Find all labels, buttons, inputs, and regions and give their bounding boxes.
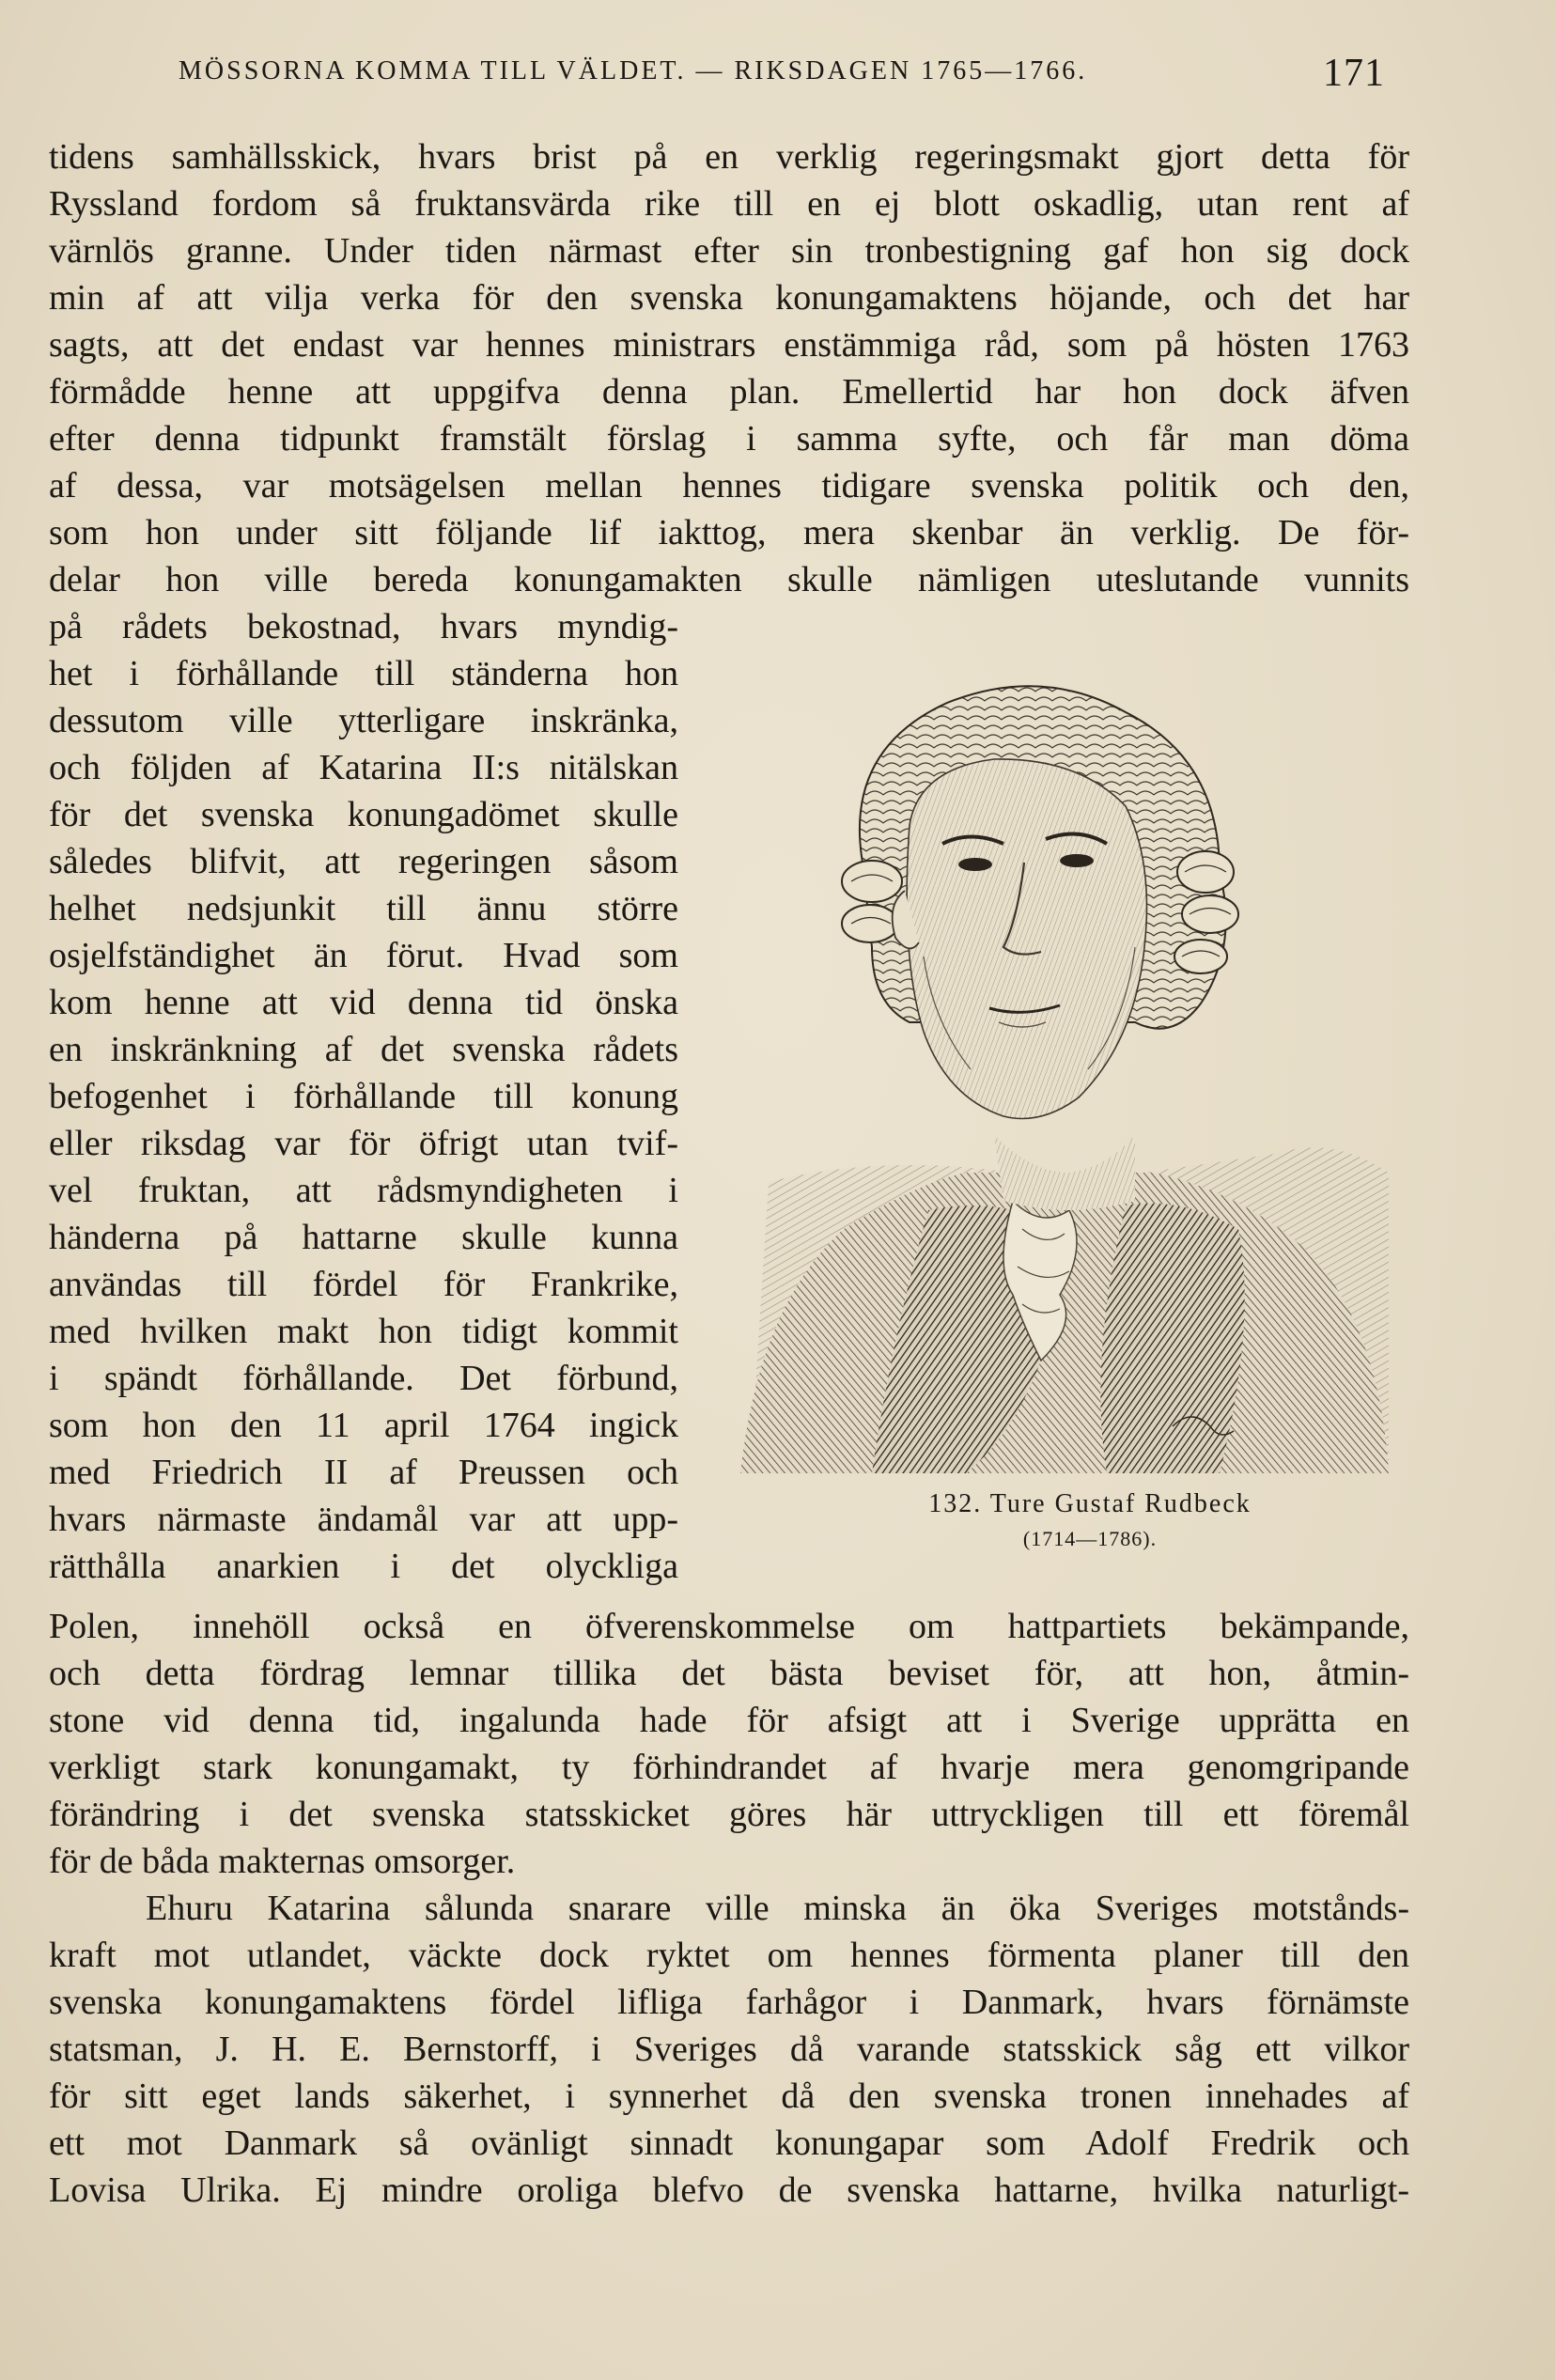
body-line: osjelfständighet än förut. Hvad som [49, 936, 678, 975]
body-line: helhet nedsjunkit till ännu större [49, 889, 678, 928]
body-line: verkligt stark konungamakt, ty förhindrandet af hvarje mera genomgripande [49, 1748, 1409, 1787]
body-line: befogenhet i förhållande till konung [49, 1077, 678, 1116]
body-line: min af att vilja verka för den svenska konungamaktens höjande, och det har [49, 278, 1409, 318]
figure-dates: (1714—1786). [1022, 1527, 1158, 1550]
body-line: med hvilken makt hon tidigt kommit [49, 1312, 678, 1351]
body-line: delar hon ville bereda konungamakten skulle nämligen uteslutande vunnits [49, 560, 1409, 599]
body-line: efter denna tidpunkt framstält förslag i samma syfte, och får man döma [49, 419, 1409, 459]
body-line: tidens samhällsskick, hvars brist på en verklig regeringsmakt gjort detta för [49, 137, 1409, 177]
body-line: eller riksdag var för öfrigt utan tvif- [49, 1124, 678, 1163]
body-line: en inskränkning af det svenska rådets [49, 1030, 678, 1069]
body-line: het i förhållande till ständerna hon [49, 654, 678, 693]
body-line: som hon under sitt följande lif iakttog, mera skenbar än verklig. De för- [49, 513, 1409, 552]
body-line: Polen, innehöll också en öfverenskommelse om hattpartiets bekämpande, [49, 1607, 1409, 1646]
body-line: sagts, att det endast var hennes ministrars enstämmiga råd, som på hösten 1763 [49, 325, 1409, 365]
body-line: på rådets bekostnad, hvars myndig- [49, 607, 678, 646]
body-line: förmådde henne att uppgifva denna plan. Emellertid har hon dock äfven [49, 372, 1409, 412]
body-line: ett mot Danmark så ovänligt sinnadt konungapar som Adolf Fredrik och [49, 2123, 1409, 2163]
body-line: hvars närmaste ändamål var att upp- [49, 1500, 678, 1539]
body-line: dessutom ville ytterligare inskränka, [49, 701, 678, 740]
body-line: Ryssland fordom så fruktansvärda rike till en ej blott oskadlig, utan rent af [49, 184, 1409, 224]
body-line: för sitt eget lands säkerhet, i synnerhet då den svenska tronen innehades af [49, 2077, 1409, 2116]
body-line: således blifvit, att regeringen såsom [49, 842, 678, 881]
page-number: 171 [1323, 52, 1385, 95]
body-line: som hon den 11 april 1764 ingick [49, 1406, 678, 1445]
body-line: och detta fördrag lemnar tillika det bästa beviset för, att hon, åtmin- [49, 1654, 1409, 1693]
body-line: Ehuru Katarina sålunda snarare ville minska än öka Sveriges motstånds- [146, 1889, 1409, 1928]
body-line: kraft mot utlandet, väckte dock ryktet om hennes förmenta planer till den [49, 1936, 1409, 1975]
body-line: Lovisa Ulrika. Ej mindre oroliga blefvo de svenska hattarne, hvilka naturligt- [49, 2170, 1409, 2210]
body-line: kom henne att vid denna tid önska [49, 983, 678, 1022]
body-line: stone vid denna tid, ingalunda hade för afsigt att i Sverige upprätta en [49, 1701, 1409, 1740]
body-line: för de båda makternas omsorger. [49, 1842, 516, 1881]
body-line: och följden af Katarina II:s nitälskan [49, 748, 678, 787]
body-line: förändring i det svenska statsskicket göres här uttryckligen till ett föremål [49, 1795, 1409, 1834]
body-line: svenska konungamaktens fördel lifliga farhågor i Danmark, hvars förnämste [49, 1983, 1409, 2022]
body-line: statsman, J. H. E. Bernstorff, i Sveriges då varande statsskick såg ett vilkor [49, 2030, 1409, 2069]
body-line: af dessa, var motsägelsen mellan hennes tidigare svenska politik och den, [49, 466, 1409, 506]
body-line: värnlös granne. Under tiden närmast efter sin tronbestigning gaf hon sig dock [49, 231, 1409, 271]
figure-caption: 132. Ture Gustaf Rudbeck [928, 1489, 1252, 1518]
portrait-engraving [731, 646, 1406, 1473]
body-line: i spändt förhållande. Det förbund, [49, 1359, 678, 1398]
body-line: användas till fördel för Frankrike, [49, 1265, 678, 1304]
running-head: MÖSSORNA KOMMA TILL VÄLDET. — RIKSDAGEN 1765—1766. [179, 56, 1088, 86]
body-line: vel fruktan, att rådsmyndigheten i [49, 1171, 678, 1210]
body-line: rätthålla anarkien i det olyckliga [49, 1547, 678, 1586]
body-line: för det svenska konungadömet skulle [49, 795, 678, 834]
body-line: händerna på hattarne skulle kunna [49, 1218, 678, 1257]
body-line: med Friedrich II af Preussen och [49, 1453, 678, 1492]
